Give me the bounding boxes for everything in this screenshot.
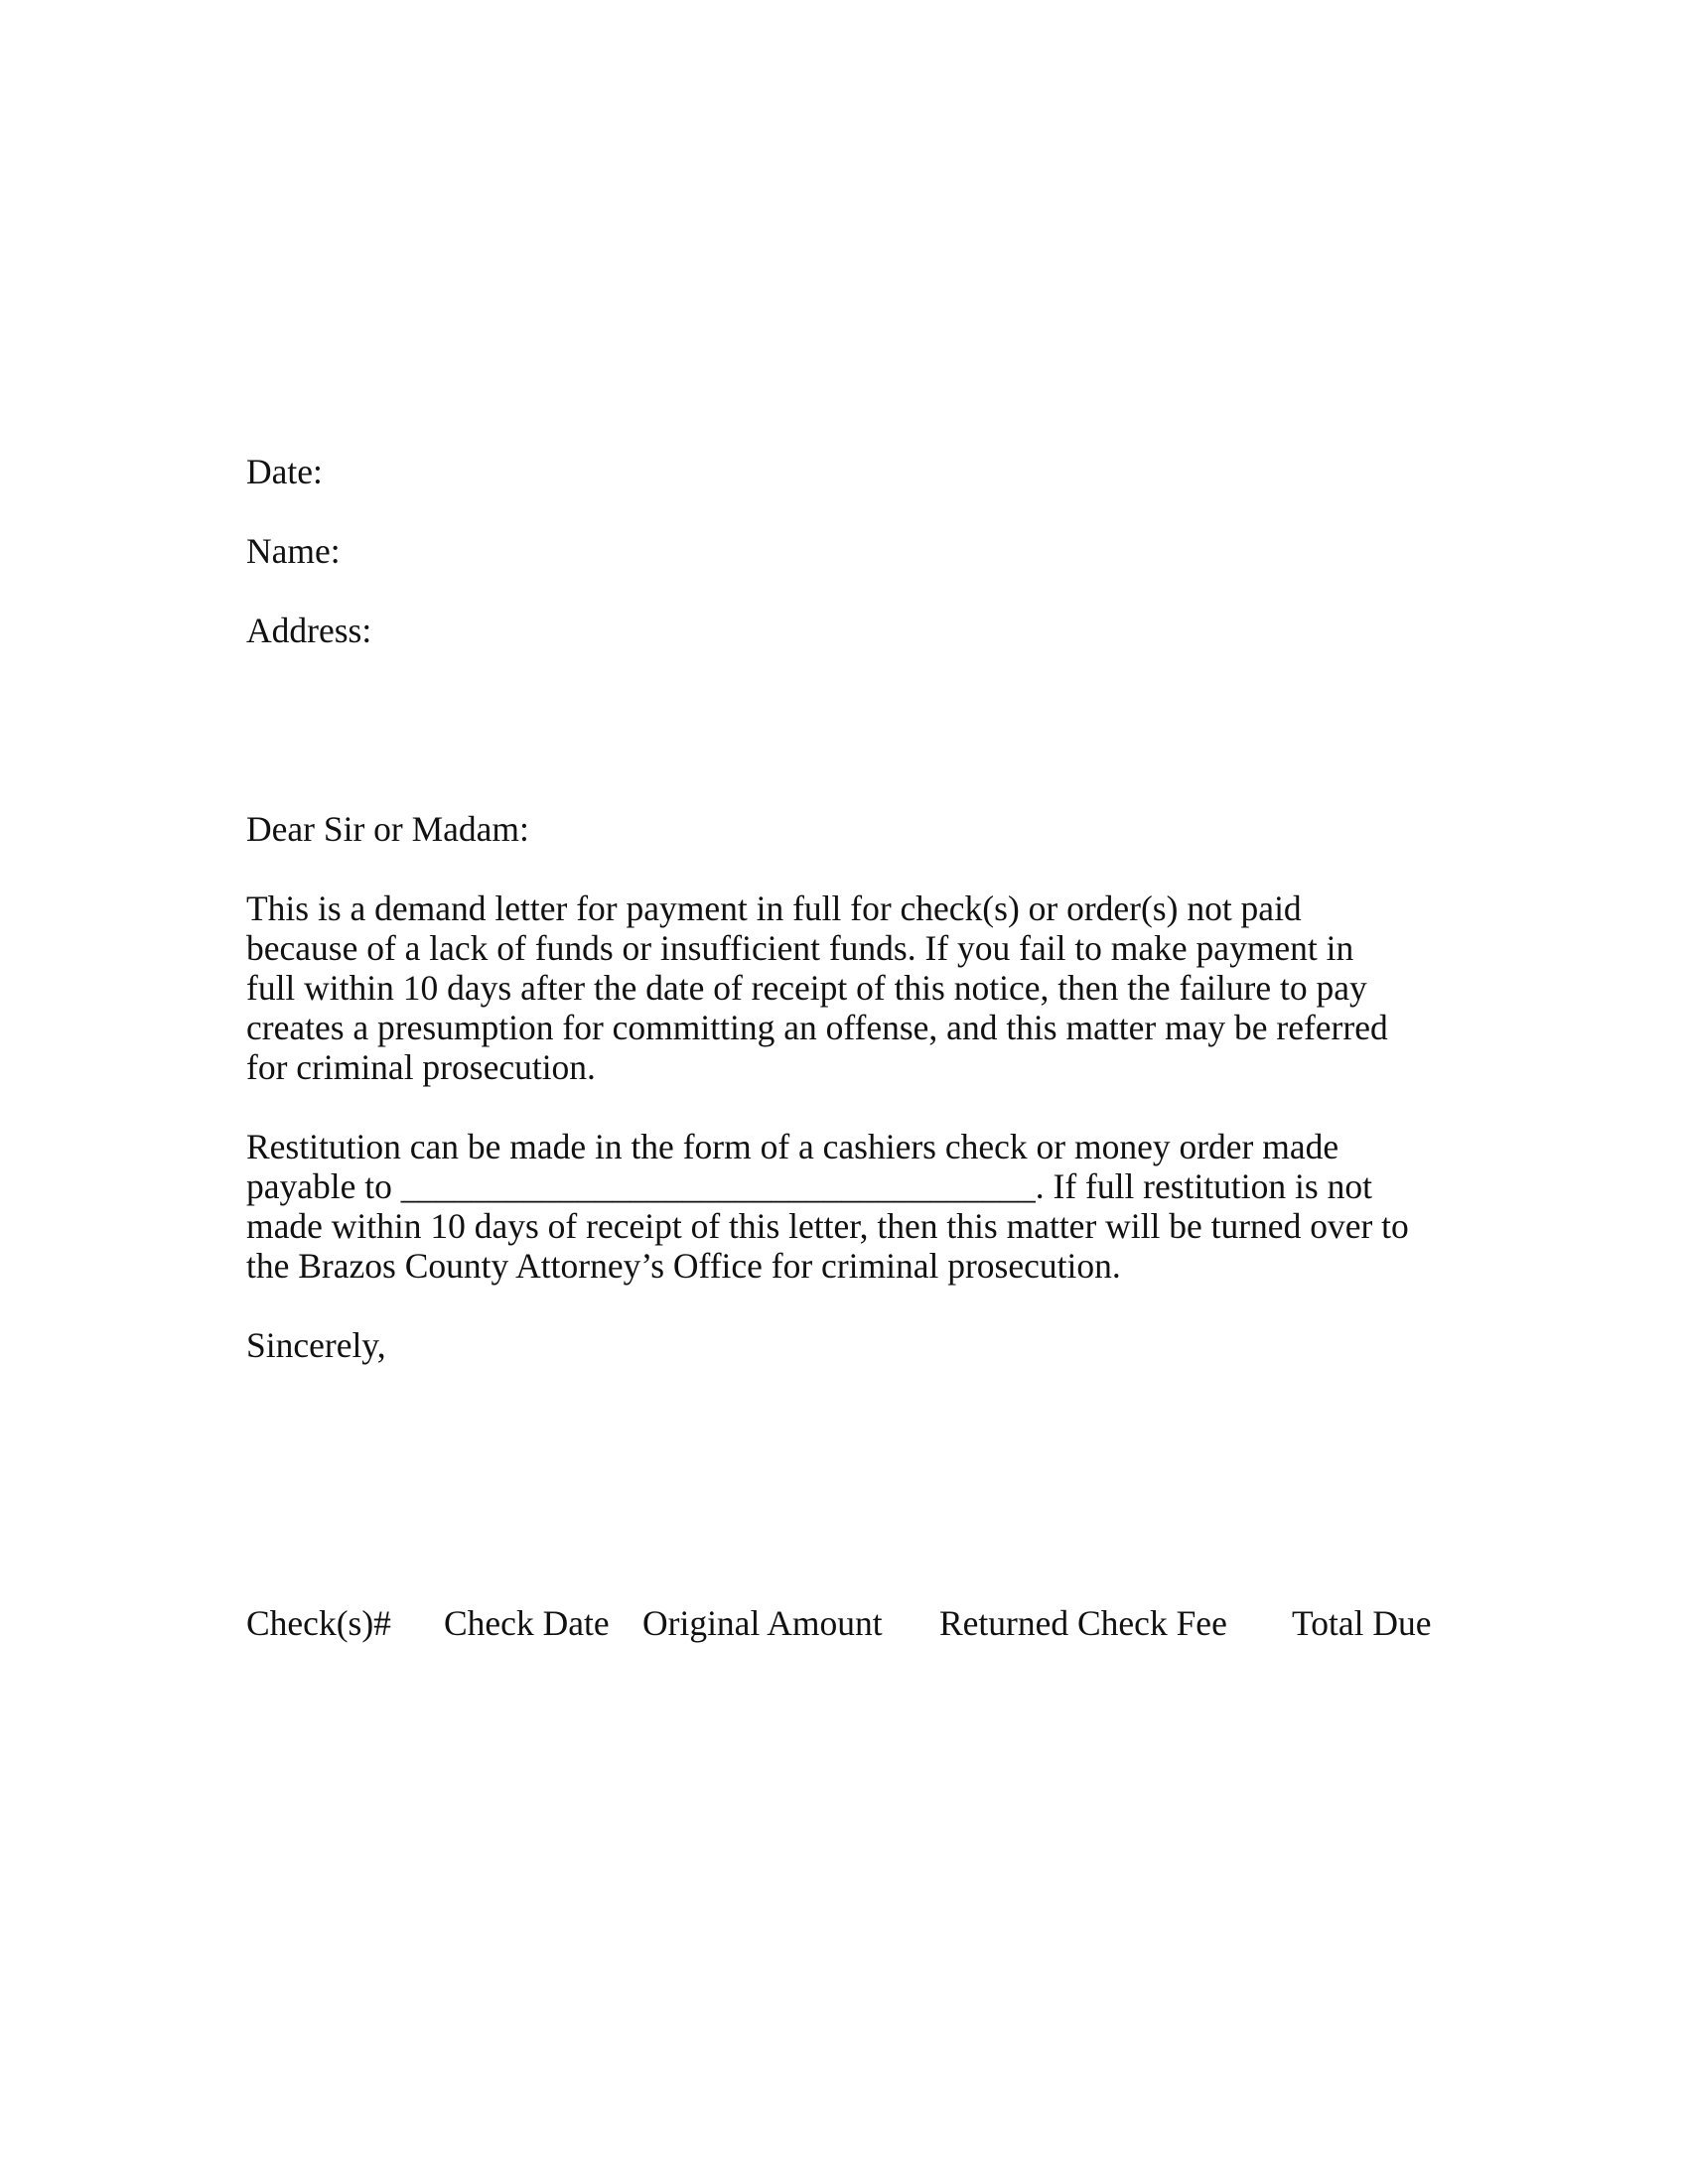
name-label: Name: — [246, 531, 341, 571]
address-label: Address: — [246, 611, 372, 650]
date-label: Date: — [246, 452, 323, 491]
paragraph-line: because of a lack of funds or insufficient funds. If you fail to make payment in — [246, 928, 1354, 968]
paragraph-line: This is a demand letter for payment in full for check(s) or order(s) not paid — [246, 888, 1302, 928]
column-header-returned-check-fee: Returned Check Fee — [939, 1603, 1227, 1643]
paragraph-line: made within 10 days of receipt of this letter, then this matter will be turned over to — [246, 1206, 1409, 1246]
column-header-total-due: Total Due — [1292, 1603, 1432, 1643]
paragraph-line: Restitution can be made in the form of a cashiers check or money order made — [246, 1127, 1339, 1166]
demand-paragraph — [246, 888, 1388, 1087]
restitution-paragraph — [246, 1127, 1409, 1286]
column-header-checks: Check(s)# — [246, 1603, 391, 1643]
paragraph-line: full within 10 days after the date of receipt of this notice, then the failure to pay — [246, 968, 1367, 1008]
paragraph-line: creates a presumption for committing an offense, and this matter may be referred — [246, 1008, 1388, 1047]
paragraph-line: the Brazos County Attorney’s Office for criminal prosecution. — [246, 1246, 1121, 1286]
paragraph-line: payable to ____________________________________. If full restitution is not — [246, 1166, 1372, 1206]
closing: Sincerely, — [246, 1325, 386, 1365]
column-header-original-amount: Original Amount — [642, 1603, 883, 1643]
column-header-check-date: Check Date — [444, 1603, 610, 1643]
salutation: Dear Sir or Madam: — [246, 809, 529, 849]
paragraph-line: for criminal prosecution. — [246, 1047, 596, 1087]
